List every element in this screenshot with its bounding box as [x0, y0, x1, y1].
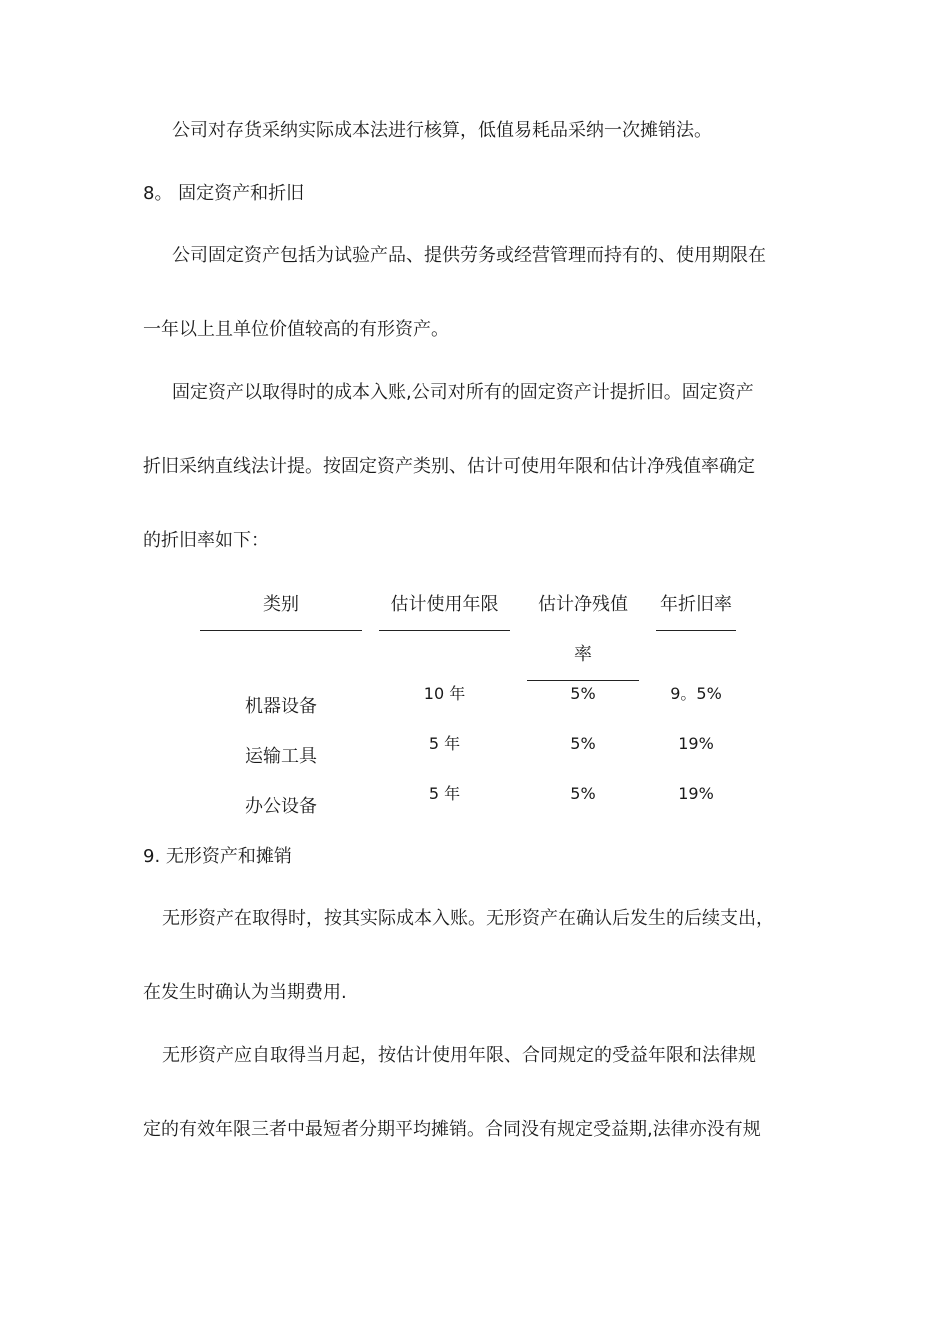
paragraph-amortization-line-2: 定的有效年限三者中最短者分期平均摊销。合同没有规定受益期,法律亦没有规 [143, 1119, 761, 1140]
row-residual: 5% [570, 734, 596, 753]
section-heading-intangible-assets: 9. 无形资产和摊销 [143, 846, 292, 867]
header-rate: 年折旧率 [660, 594, 732, 615]
row-category: 办公设备 [245, 796, 317, 817]
row-residual: 5% [570, 684, 596, 703]
row-years: 5 年 [428, 734, 461, 753]
header-rule-residual [527, 680, 639, 681]
header-category: 类别 [263, 594, 299, 615]
paragraph-depreciation-line-2: 折旧采纳直线法计提。按固定资产类别、估计可使用年限和估计净残值率确定 [143, 456, 755, 477]
paragraph-depreciation-line-1: 固定资产以取得时的成本入账,公司对所有的固定资产计提折旧。固定资产 [172, 382, 754, 403]
row-rate: 9。5% [670, 684, 722, 703]
header-rule-rate [656, 630, 736, 631]
header-residual: 估计净残值 [538, 594, 628, 615]
header-years: 估计使用年限 [390, 594, 499, 615]
header-rule-category [200, 630, 362, 631]
paragraph-intangible-line-1: 无形资产在取得时，按其实际成本入账。无形资产在确认后发生的后续支出， [162, 908, 774, 929]
row-category: 机器设备 [245, 696, 317, 717]
row-years: 10 年 [423, 684, 466, 703]
row-residual: 5% [570, 784, 596, 803]
paragraph-intangible-line-2: 在发生时确认为当期费用. [143, 982, 347, 1003]
row-years: 5 年 [428, 784, 461, 803]
section-heading-fixed-assets: 8。 固定资产和折旧 [143, 183, 305, 204]
row-rate: 19% [678, 784, 714, 803]
row-rate: 19% [678, 734, 714, 753]
header-residual-line-2: 率 [574, 644, 592, 665]
header-rule-years [379, 630, 510, 631]
paragraph-depreciation-line-3: 的折旧率如下： [143, 530, 269, 551]
row-category: 运输工具 [245, 746, 317, 767]
paragraph-amortization-line-1: 无形资产应自取得当月起，按估计使用年限、合同规定的受益年限和法律规 [162, 1045, 756, 1066]
paragraph-fixed-assets-line-1: 公司固定资产包括为试验产品、提供劳务或经营管理而持有的、使用期限在 [172, 245, 766, 266]
paragraph-fixed-assets-line-2: 一年以上且单位价值较高的有形资产。 [143, 319, 449, 340]
paragraph-inventory: 公司对存货采纳实际成本法进行核算，低值易耗品采纳一次摊销法。 [172, 120, 712, 141]
